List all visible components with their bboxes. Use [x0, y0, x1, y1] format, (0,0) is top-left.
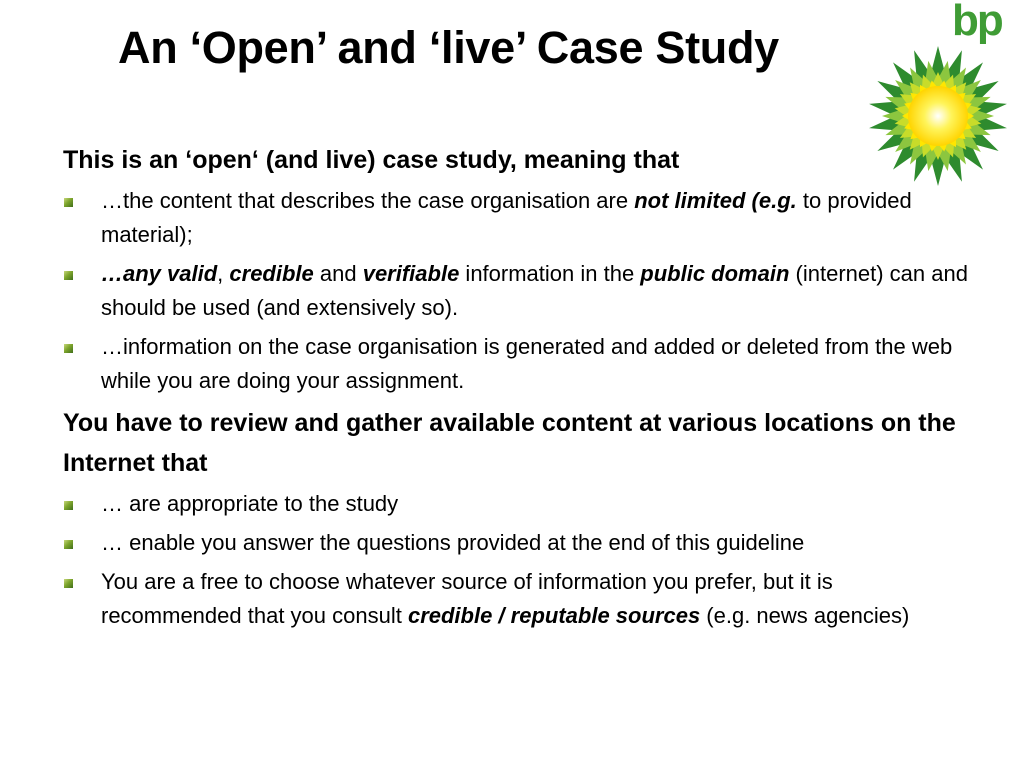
bullet-icon — [64, 344, 73, 353]
slide-body — [63, 140, 968, 638]
bullet-icon — [64, 579, 73, 588]
list-item: … enable you answer the questions provided at the end of this guideline — [63, 526, 968, 560]
list-item: …any valid, credible and verifiable information in the public domain (internet) can and should be used (and extensively so). — [63, 257, 968, 325]
open-case-list — [63, 184, 968, 398]
bullet-icon — [64, 540, 73, 549]
bp-logo-text: bp — [952, 0, 1002, 45]
list-item: … are appropriate to the study — [63, 487, 968, 521]
section-heading-review: You have to review and gather available content at various locations on the Internet that — [63, 409, 956, 477]
list-item: You are a free to choose whatever source of information you prefer, but it is recommended that you consult credible / reputable sources (e.g. news agencies) — [63, 565, 968, 633]
bullet-icon — [64, 501, 73, 510]
slide-title: An ‘Open’ and ‘live’ Case Study — [118, 22, 779, 73]
bullet-icon — [64, 198, 73, 207]
bullet-icon — [64, 271, 73, 280]
review-list — [63, 487, 968, 633]
list-item: …information on the case organisation is generated and added or deleted from the web while you are doing your assignment. — [63, 330, 968, 398]
section-heading-open-case: This is an ‘open‘ (and live) case study, meaning that — [63, 146, 680, 174]
list-item: …the content that describes the case organisation are not limited (e.g. to provided material); — [63, 184, 968, 252]
